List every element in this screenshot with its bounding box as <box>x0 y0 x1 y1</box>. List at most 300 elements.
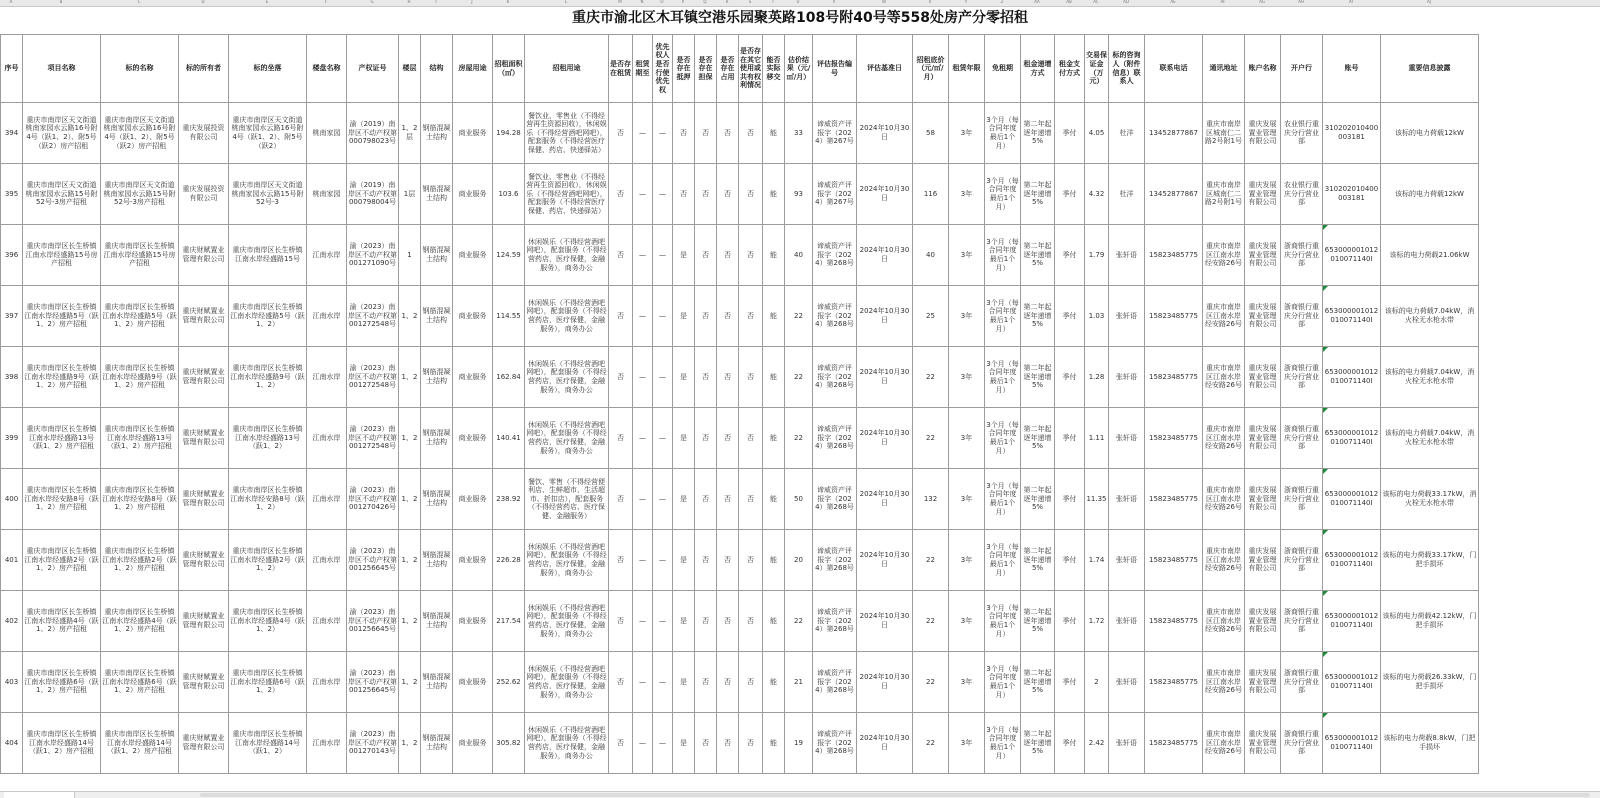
table-cell[interactable]: 季付 <box>1055 713 1085 774</box>
column-letter[interactable]: AD <box>1123 0 1129 4</box>
table-cell[interactable]: 1、2 <box>399 530 421 591</box>
table-cell[interactable]: 否 <box>609 164 633 225</box>
table-cell[interactable]: 浙商银行重庆分行营业部 <box>1281 469 1323 530</box>
table-cell[interactable]: 2 <box>1085 652 1109 713</box>
horizontal-scrollbar[interactable] <box>200 793 1590 797</box>
table-cell[interactable]: 否 <box>739 530 763 591</box>
table-cell[interactable]: 第二年起逐年递增5% <box>1021 164 1055 225</box>
table-cell[interactable]: 1、2层 <box>399 103 421 164</box>
table-cell[interactable]: 休闲娱乐（不得经营酒吧网吧），配套服务（不得经营药店，医疗保健，金融服务），商务办公 <box>525 652 609 713</box>
table-cell[interactable]: 第二年起逐年递增5% <box>1021 225 1055 286</box>
column-letter[interactable]: A <box>9 0 13 4</box>
table-cell[interactable]: 是 <box>673 286 695 347</box>
table-cell[interactable]: 重庆市南岸区长生桥镇江南水岸经盛路2号（跃1、2）房产招租 <box>101 530 179 591</box>
table-cell[interactable]: 休闲娱乐（不得经营酒吧网吧），配套服务（不得经营药店，医疗保健，金融服务），商务办公 <box>525 713 609 774</box>
column-letter[interactable]: AC <box>1093 0 1099 4</box>
table-cell[interactable]: 重庆财赋置业管理有限公司 <box>179 652 229 713</box>
table-cell[interactable]: — <box>633 225 653 286</box>
table-cell[interactable]: 谛威资产评报字（2024）第268号 <box>813 225 857 286</box>
table-cell[interactable]: 商业服务 <box>453 591 493 652</box>
table-cell[interactable]: 22 <box>913 652 949 713</box>
column-letter[interactable]: X <box>928 0 932 4</box>
table-cell[interactable]: — <box>633 652 653 713</box>
table-cell[interactable]: 3年 <box>949 713 985 774</box>
table-cell[interactable]: 该标的电力荷载12kW <box>1381 103 1479 164</box>
table-cell[interactable]: 2024年10月30日 <box>857 164 913 225</box>
table-cell[interactable]: 1、2 <box>399 469 421 530</box>
table-cell[interactable]: 渝（2019）南岸区不动产权第000798004号 <box>347 164 399 225</box>
table-cell[interactable]: 能 <box>763 164 785 225</box>
table-cell[interactable]: 否 <box>695 469 717 530</box>
table-cell[interactable]: 重庆市南岸区长生桥镇江南水岸经盛路15号房产招租 <box>101 225 179 286</box>
table-cell[interactable]: 否 <box>717 103 739 164</box>
table-cell[interactable]: 2024年10月30日 <box>857 286 913 347</box>
table-cell[interactable]: 重庆市南岸区长生桥镇江南水岸经盛路5号（跃1、2）房产招租 <box>101 286 179 347</box>
column-header[interactable]: 开户行 <box>1281 35 1323 103</box>
table-cell[interactable]: 休闲娱乐（不得经营酒吧网吧），配套服务（不得经营药店，医疗保健，金融服务），商务办公 <box>525 408 609 469</box>
table-cell[interactable]: 季付 <box>1055 469 1085 530</box>
table-cell[interactable]: 310202010400003181 <box>1323 164 1381 225</box>
table-cell[interactable]: 15823485775 <box>1145 530 1203 591</box>
table-cell[interactable]: 否 <box>609 591 633 652</box>
table-cell[interactable]: 重庆市南岸区城南仁二路2号附1号 <box>1203 164 1245 225</box>
table-cell[interactable]: 重庆市南岸区天文街道桃南家园水云路15号附52号-3房产招租 <box>23 164 101 225</box>
table-cell[interactable]: 40 <box>785 225 813 286</box>
table-cell[interactable]: 张轩语 <box>1109 530 1145 591</box>
table-cell[interactable]: 重庆市南岸区城南仁二路2号附1号 <box>1203 103 1245 164</box>
table-cell[interactable]: 江南水岸 <box>307 591 347 652</box>
table-cell[interactable]: 重庆发展置业管理有限公司 <box>1245 652 1281 713</box>
table-cell[interactable]: 渝（2023）南岸区不动产权第001272548号 <box>347 408 399 469</box>
table-cell[interactable]: 钢筋混凝土结构 <box>421 652 453 713</box>
table-cell[interactable]: 渝（2023）南岸区不动产权第001256645号 <box>347 591 399 652</box>
column-header[interactable]: 账号 <box>1323 35 1381 103</box>
table-cell[interactable]: 252.62 <box>493 652 525 713</box>
column-header[interactable]: 免租期 <box>985 35 1021 103</box>
table-cell[interactable]: 浙商银行重庆分行营业部 <box>1281 591 1323 652</box>
table-cell[interactable]: — <box>633 591 653 652</box>
table-cell[interactable]: 3个月（每合同年度最后1个月） <box>985 591 1021 652</box>
column-letter[interactable]: O <box>660 0 664 4</box>
table-cell[interactable]: 能 <box>763 530 785 591</box>
table-cell[interactable]: 103.6 <box>493 164 525 225</box>
column-letter[interactable]: AH <box>1298 0 1304 4</box>
table-cell[interactable]: 653000001012010071140I <box>1323 225 1381 286</box>
table-cell[interactable]: 2024年10月30日 <box>857 713 913 774</box>
table-cell[interactable]: — <box>633 103 653 164</box>
table-cell[interactable]: — <box>653 347 673 408</box>
table-cell[interactable]: 1、2 <box>399 652 421 713</box>
table-cell[interactable]: 钢筋混凝土结构 <box>421 347 453 408</box>
column-header[interactable]: 序号 <box>1 35 23 103</box>
table-cell[interactable]: 商业服务 <box>453 713 493 774</box>
table-cell[interactable]: 重庆发展置业管理有限公司 <box>1245 286 1281 347</box>
column-header[interactable]: 评估报告编号 <box>813 35 857 103</box>
column-letter[interactable]: AB <box>1066 0 1072 4</box>
table-cell[interactable]: 谛威资产评报字（2024）第267号 <box>813 164 857 225</box>
table-cell[interactable]: 114.55 <box>493 286 525 347</box>
table-cell[interactable]: 653000001012010071140I <box>1323 652 1381 713</box>
table-cell[interactable]: 2024年10月30日 <box>857 530 913 591</box>
table-cell[interactable]: 张轩语 <box>1109 225 1145 286</box>
table-cell[interactable]: 重庆发展置业管理有限公司 <box>1245 591 1281 652</box>
table-cell[interactable]: 能 <box>763 103 785 164</box>
table-cell[interactable]: 3年 <box>949 347 985 408</box>
table-cell[interactable]: 重庆市南岸区长生桥镇江南水岸经安路8号（跃1、2）房产招租 <box>101 469 179 530</box>
table-cell[interactable]: 397 <box>1 286 23 347</box>
table-cell[interactable]: 重庆财赋置业管理有限公司 <box>179 347 229 408</box>
column-header[interactable]: 通讯地址 <box>1203 35 1245 103</box>
table-cell[interactable]: 该标的电力荷载21.06kW <box>1381 225 1479 286</box>
table-cell[interactable]: 钢筋混凝土结构 <box>421 225 453 286</box>
table-cell[interactable]: — <box>633 530 653 591</box>
table-cell[interactable]: 226.28 <box>493 530 525 591</box>
table-cell[interactable]: 162.84 <box>493 347 525 408</box>
table-cell[interactable]: 否 <box>609 652 633 713</box>
table-cell[interactable]: 3个月（每合同年度最后1个月） <box>985 103 1021 164</box>
table-cell[interactable]: 钢筋混凝土结构 <box>421 286 453 347</box>
table-cell[interactable]: 是 <box>673 713 695 774</box>
table-cell[interactable]: 重庆市南岸区长生桥镇江南水岸经盛路14号（跃1、2）房产招租 <box>101 713 179 774</box>
table-cell[interactable]: 13452877867 <box>1145 103 1203 164</box>
column-letter[interactable]: L <box>564 0 568 4</box>
table-cell[interactable]: 重庆财赋置业管理有限公司 <box>179 530 229 591</box>
table-cell[interactable]: 重庆市南岸区江南水岸经安路26号 <box>1203 347 1245 408</box>
table-cell[interactable]: 渝（2019）南岸区不动产权第000798023号 <box>347 103 399 164</box>
table-cell[interactable]: 能 <box>763 713 785 774</box>
table-cell[interactable]: 3个月（每合同年度最后1个月） <box>985 286 1021 347</box>
table-cell[interactable]: 402 <box>1 591 23 652</box>
table-cell[interactable]: 是 <box>673 652 695 713</box>
table-cell[interactable]: 653000001012010071140I <box>1323 347 1381 408</box>
table-cell[interactable]: 该标的电力荷载33.17kW，门把手损坏 <box>1381 530 1479 591</box>
table-cell[interactable]: 重庆市南岸区长生桥镇江南水岸经盛路4号（跃1、2）房产招租 <box>23 591 101 652</box>
column-letter[interactable]: AF <box>1220 0 1226 4</box>
column-header[interactable]: 招租面积（㎡） <box>493 35 525 103</box>
table-cell[interactable]: 25 <box>913 286 949 347</box>
table-cell[interactable]: 第二年起逐年递增5% <box>1021 408 1055 469</box>
column-header[interactable]: 是否存在担保 <box>695 35 717 103</box>
table-cell[interactable]: 4.32 <box>1085 164 1109 225</box>
table-cell[interactable]: 否 <box>717 225 739 286</box>
table-cell[interactable]: 该标的电力荷载42.12kW，门把手损坏 <box>1381 591 1479 652</box>
table-cell[interactable]: 重庆发展置业管理有限公司 <box>1245 530 1281 591</box>
table-cell[interactable]: 否 <box>695 530 717 591</box>
table-cell[interactable]: 重庆财赋置业管理有限公司 <box>179 286 229 347</box>
table-cell[interactable]: 3个月（每合同年度最后1个月） <box>985 225 1021 286</box>
table-cell[interactable]: 否 <box>695 225 717 286</box>
table-cell[interactable]: 重庆财赋置业管理有限公司 <box>179 469 229 530</box>
column-header[interactable]: 结构 <box>421 35 453 103</box>
table-cell[interactable]: 否 <box>739 286 763 347</box>
table-cell[interactable]: 该标的电力荷载8.8kW，门把手损坏 <box>1381 713 1479 774</box>
column-header[interactable]: 租赁期至 <box>633 35 653 103</box>
table-cell[interactable]: 该标的电力荷载7.04kW，消火栓无水枪水带 <box>1381 347 1479 408</box>
column-letter[interactable]: AE <box>1170 0 1176 4</box>
table-cell[interactable]: 谛威资产评报字（2024）第268号 <box>813 713 857 774</box>
table-cell[interactable]: — <box>653 652 673 713</box>
column-letter[interactable]: B <box>59 0 63 4</box>
table-cell[interactable]: 能 <box>763 408 785 469</box>
table-cell[interactable]: — <box>633 408 653 469</box>
table-cell[interactable]: 重庆市南岸区长生桥镇江南水岸经盛路6号（跃1、2）房产招租 <box>23 652 101 713</box>
column-header[interactable]: 重要信息披露 <box>1381 35 1479 103</box>
table-cell[interactable]: 重庆发展置业管理有限公司 <box>1245 408 1281 469</box>
table-cell[interactable]: 20 <box>785 530 813 591</box>
table-cell[interactable]: 3年 <box>949 286 985 347</box>
table-cell[interactable]: 否 <box>739 347 763 408</box>
table-cell[interactable]: 重庆市南岸区长生桥镇江南水岸经盛路9号（跃1、2）房产招租 <box>23 347 101 408</box>
table-cell[interactable]: 重庆市南岸区天文街道桃南家园水云路15号附52号-3房产招租 <box>101 164 179 225</box>
column-letter[interactable]: P <box>681 0 685 4</box>
table-cell[interactable]: 桃南家园 <box>307 103 347 164</box>
table-cell[interactable]: 2024年10月30日 <box>857 408 913 469</box>
table-cell[interactable]: 1、2 <box>399 347 421 408</box>
column-header[interactable]: 优先权人是否行使优先权 <box>653 35 673 103</box>
table-cell[interactable]: 重庆市南岸区长生桥镇江南水岸经安路8号（跃1、2）房产招租 <box>23 469 101 530</box>
table-cell[interactable]: 重庆发展置业管理有限公司 <box>1245 469 1281 530</box>
table-cell[interactable]: 谛威资产评报字（2024）第268号 <box>813 591 857 652</box>
table-cell[interactable]: 653000001012010071140I <box>1323 713 1381 774</box>
table-cell[interactable]: 3年 <box>949 469 985 530</box>
table-cell[interactable]: 否 <box>717 591 739 652</box>
table-cell[interactable]: — <box>653 713 673 774</box>
table-cell[interactable]: 重庆市南岸区长生桥镇江南水岸经盛路2号（跃1、2）房产招租 <box>23 530 101 591</box>
column-letter[interactable]: J <box>471 0 473 4</box>
table-cell[interactable]: 江南水岸 <box>307 469 347 530</box>
table-cell[interactable]: 重庆市南岸区江南水岸经安路26号 <box>1203 652 1245 713</box>
table-cell[interactable]: 217.54 <box>493 591 525 652</box>
table-cell[interactable]: — <box>653 469 673 530</box>
table-cell[interactable]: 否 <box>673 164 695 225</box>
table-cell[interactable]: 季付 <box>1055 591 1085 652</box>
table-cell[interactable]: 重庆财赋置业管理有限公司 <box>179 713 229 774</box>
table-cell[interactable]: 季付 <box>1055 347 1085 408</box>
table-cell[interactable]: 浙商银行重庆分行营业部 <box>1281 286 1323 347</box>
table-cell[interactable]: 能 <box>763 225 785 286</box>
table-cell[interactable]: 季付 <box>1055 652 1085 713</box>
table-cell[interactable]: 22 <box>785 286 813 347</box>
table-cell[interactable]: 商业服务 <box>453 103 493 164</box>
table-cell[interactable]: 3个月（每合同年度最后1个月） <box>985 164 1021 225</box>
table-cell[interactable]: 重庆市南岸区江南水岸经安路26号 <box>1203 286 1245 347</box>
column-letter[interactable]: Q <box>703 0 707 4</box>
table-cell[interactable]: 重庆发展置业管理有限公司 <box>1245 347 1281 408</box>
table-cell[interactable]: 张轩语 <box>1109 713 1145 774</box>
table-cell[interactable]: 否 <box>695 103 717 164</box>
table-cell[interactable]: 1.72 <box>1085 591 1109 652</box>
table-cell[interactable]: — <box>653 103 673 164</box>
table-cell[interactable]: — <box>653 225 673 286</box>
table-cell[interactable]: 3年 <box>949 408 985 469</box>
table-cell[interactable]: 谛威资产评报字（2024）第268号 <box>813 530 857 591</box>
table-cell[interactable]: 403 <box>1 652 23 713</box>
table-cell[interactable]: 404 <box>1 713 23 774</box>
table-cell[interactable]: 休闲娱乐（不得经营酒吧网吧），配套服务（不得经营药店，医疗保健，金融服务），商务办公 <box>525 591 609 652</box>
table-cell[interactable]: 重庆市南岸区长生桥镇江南水岸经盛路9号（跃1、2） <box>229 347 307 408</box>
table-cell[interactable]: — <box>653 286 673 347</box>
table-cell[interactable]: 395 <box>1 164 23 225</box>
table-cell[interactable]: 否 <box>609 286 633 347</box>
table-cell[interactable]: 钢筋混凝土结构 <box>421 469 453 530</box>
table-cell[interactable]: 谛威资产评报字（2024）第268号 <box>813 286 857 347</box>
column-header[interactable]: 租金支付方式 <box>1055 35 1085 103</box>
table-cell[interactable]: — <box>653 530 673 591</box>
table-cell[interactable]: 15823485775 <box>1145 713 1203 774</box>
table-cell[interactable]: 重庆发展置业管理有限公司 <box>1245 225 1281 286</box>
table-cell[interactable]: 谛威资产评报字（2024）第268号 <box>813 347 857 408</box>
table-cell[interactable]: 季付 <box>1055 103 1085 164</box>
table-cell[interactable]: 钢筋混凝土结构 <box>421 530 453 591</box>
table-cell[interactable]: 653000001012010071140I <box>1323 530 1381 591</box>
column-letter[interactable]: G <box>370 0 374 4</box>
column-letter[interactable]: AG <box>1259 0 1265 4</box>
column-header[interactable]: 楼盘名称 <box>307 35 347 103</box>
table-cell[interactable]: 重庆市南岸区长生桥镇江南水岸经盛路6号（跃1、2） <box>229 652 307 713</box>
table-cell[interactable]: 否 <box>695 591 717 652</box>
table-cell[interactable]: 商业服务 <box>453 347 493 408</box>
table-cell[interactable]: 653000001012010071140I <box>1323 408 1381 469</box>
table-cell[interactable]: 该标的电力荷载12kW <box>1381 164 1479 225</box>
table-cell[interactable]: — <box>633 286 653 347</box>
table-cell[interactable]: 140.41 <box>493 408 525 469</box>
column-header[interactable]: 项目名称 <box>23 35 101 103</box>
table-cell[interactable]: 钢筋混凝土结构 <box>421 713 453 774</box>
table-cell[interactable]: 否 <box>673 103 695 164</box>
column-header[interactable]: 楼层 <box>399 35 421 103</box>
table-cell[interactable]: 1、2 <box>399 408 421 469</box>
column-letter[interactable]: AI <box>1349 0 1353 4</box>
table-cell[interactable]: 重庆发展置业管理有限公司 <box>1245 164 1281 225</box>
table-cell[interactable]: 19 <box>785 713 813 774</box>
table-cell[interactable]: 重庆市南岸区长生桥镇江南水岸经盛路13号（跃1、2） <box>229 408 307 469</box>
table-cell[interactable]: 3年 <box>949 530 985 591</box>
column-header[interactable]: 产权证号 <box>347 35 399 103</box>
table-cell[interactable]: 3个月（每合同年度最后1个月） <box>985 530 1021 591</box>
column-header[interactable]: 估价结果（元/㎡/月） <box>785 35 813 103</box>
table-cell[interactable]: 张轩语 <box>1109 591 1145 652</box>
table-cell[interactable]: 第二年起逐年递增5% <box>1021 530 1055 591</box>
table-cell[interactable]: 重庆市南岸区长生桥镇江南水岸经盛路14号（跃1、2） <box>229 713 307 774</box>
column-header[interactable]: 招租底价（元/㎡/月） <box>913 35 949 103</box>
column-header[interactable]: 标的所有者 <box>179 35 229 103</box>
table-cell[interactable]: 21 <box>785 652 813 713</box>
table-cell[interactable]: — <box>633 713 653 774</box>
column-header[interactable]: 账户名称 <box>1245 35 1281 103</box>
column-letter[interactable]: N <box>640 0 644 4</box>
table-cell[interactable]: 该标的电力荷载26.33kW，门把手损坏 <box>1381 652 1479 713</box>
table-cell[interactable]: 653000001012010071140I <box>1323 469 1381 530</box>
table-cell[interactable]: 4.05 <box>1085 103 1109 164</box>
table-cell[interactable]: 15823485775 <box>1145 469 1203 530</box>
table-cell[interactable]: 13452877867 <box>1145 164 1203 225</box>
column-header[interactable]: 是否存在占用 <box>717 35 739 103</box>
table-cell[interactable]: 重庆市南岸区长生桥镇江南水岸经盛路13号（跃1、2）房产招租 <box>101 408 179 469</box>
table-cell[interactable]: 能 <box>763 652 785 713</box>
table-cell[interactable]: 1层 <box>399 164 421 225</box>
table-cell[interactable]: 重庆市南岸区长生桥镇江南水岸经盛路15号房产招租 <box>23 225 101 286</box>
table-cell[interactable]: 1 <box>399 225 421 286</box>
table-cell[interactable]: 该标的电力荷载7.04kW，消火栓无水枪水带 <box>1381 286 1479 347</box>
table-cell[interactable]: 93 <box>785 164 813 225</box>
table-cell[interactable]: 3年 <box>949 652 985 713</box>
table-cell[interactable]: 3年 <box>949 164 985 225</box>
table-cell[interactable]: 否 <box>717 164 739 225</box>
column-letter[interactable]: K <box>506 0 510 4</box>
table-cell[interactable]: 2024年10月30日 <box>857 103 913 164</box>
table-cell[interactable]: 重庆财赋置业管理有限公司 <box>179 591 229 652</box>
table-cell[interactable]: 1.11 <box>1085 408 1109 469</box>
table-cell[interactable]: 22 <box>785 591 813 652</box>
table-cell[interactable]: 33 <box>785 103 813 164</box>
table-cell[interactable]: 休闲娱乐（不得经营酒吧网吧），配套服务（不得经营药店，医疗保健，金融服务），商务办公 <box>525 347 609 408</box>
table-cell[interactable]: 重庆财赋置业管理有限公司 <box>179 225 229 286</box>
table-cell[interactable]: 重庆发展投资有限公司 <box>179 103 229 164</box>
table-cell[interactable]: 季付 <box>1055 530 1085 591</box>
table-cell[interactable]: 重庆市南岸区江南水岸经安路26号 <box>1203 469 1245 530</box>
table-cell[interactable]: 2024年10月30日 <box>857 347 913 408</box>
table-cell[interactable]: 第二年起逐年递增5% <box>1021 591 1055 652</box>
column-letter[interactable]: W <box>882 0 886 4</box>
column-header[interactable]: 是否存在租赁 <box>609 35 633 103</box>
table-cell[interactable]: 江南水岸 <box>307 225 347 286</box>
table-cell[interactable]: 1.28 <box>1085 347 1109 408</box>
table-cell[interactable]: 否 <box>695 347 717 408</box>
table-cell[interactable]: 谛威资产评报字（2024）第268号 <box>813 408 857 469</box>
table-cell[interactable]: 重庆市南岸区长生桥镇江南水岸经盛路4号（跃1、2）房产招租 <box>101 591 179 652</box>
table-cell[interactable]: 58 <box>913 103 949 164</box>
table-cell[interactable]: 能 <box>763 286 785 347</box>
column-letter[interactable]: Y <box>964 0 968 4</box>
table-cell[interactable]: — <box>653 408 673 469</box>
table-cell[interactable]: 1.03 <box>1085 286 1109 347</box>
table-cell[interactable]: 653000001012010071140I <box>1323 591 1381 652</box>
table-cell[interactable]: 否 <box>695 286 717 347</box>
table-cell[interactable]: 餐饮、零售（不得经营便利店、生鲜超市、生活超市、折扣店），配套服务（不得经营药店、医疗保健、金融服务） <box>525 469 609 530</box>
table-cell[interactable]: 132 <box>913 469 949 530</box>
table-cell[interactable]: 该标的电力荷载7.04kW，消火栓无水枪水带 <box>1381 408 1479 469</box>
table-cell[interactable]: 张轩语 <box>1109 286 1145 347</box>
column-letter[interactable]: Z <box>1000 0 1004 4</box>
table-cell[interactable]: 否 <box>717 408 739 469</box>
column-letter[interactable]: E <box>265 0 269 4</box>
table-cell[interactable]: 是 <box>673 347 695 408</box>
table-cell[interactable]: 农业银行重庆分行营业部 <box>1281 164 1323 225</box>
table-cell[interactable]: 重庆财赋置业管理有限公司 <box>179 408 229 469</box>
table-cell[interactable]: — <box>653 164 673 225</box>
table-cell[interactable]: 2024年10月30日 <box>857 225 913 286</box>
table-cell[interactable]: 桃南家园 <box>307 164 347 225</box>
table-cell[interactable]: 398 <box>1 347 23 408</box>
table-cell[interactable]: 杜洋 <box>1109 164 1145 225</box>
table-cell[interactable]: 浙商银行重庆分行营业部 <box>1281 530 1323 591</box>
table-cell[interactable]: 重庆市南岸区江南水岸经安路26号 <box>1203 713 1245 774</box>
column-letter[interactable]: H <box>407 0 411 4</box>
table-cell[interactable]: 休闲娱乐（不得经营酒吧网吧），配套服务（不得经营药店，医疗保健，金融服务），商务办公 <box>525 530 609 591</box>
table-cell[interactable]: 江南水岸 <box>307 408 347 469</box>
table-cell[interactable]: 401 <box>1 530 23 591</box>
column-header[interactable]: 交易保证金（万元） <box>1085 35 1109 103</box>
column-header[interactable]: 是否存在其它使用或共有权利情况 <box>739 35 763 103</box>
table-cell[interactable]: 1、2 <box>399 591 421 652</box>
table-cell[interactable]: 江南水岸 <box>307 652 347 713</box>
table-cell[interactable]: 305.82 <box>493 713 525 774</box>
table-cell[interactable]: 钢筋混凝土结构 <box>421 103 453 164</box>
table-cell[interactable]: 商业服务 <box>453 530 493 591</box>
table-cell[interactable]: 商业服务 <box>453 164 493 225</box>
table-cell[interactable]: 谛威资产评报字（2024）第267号 <box>813 103 857 164</box>
column-letter[interactable]: U <box>796 0 800 4</box>
